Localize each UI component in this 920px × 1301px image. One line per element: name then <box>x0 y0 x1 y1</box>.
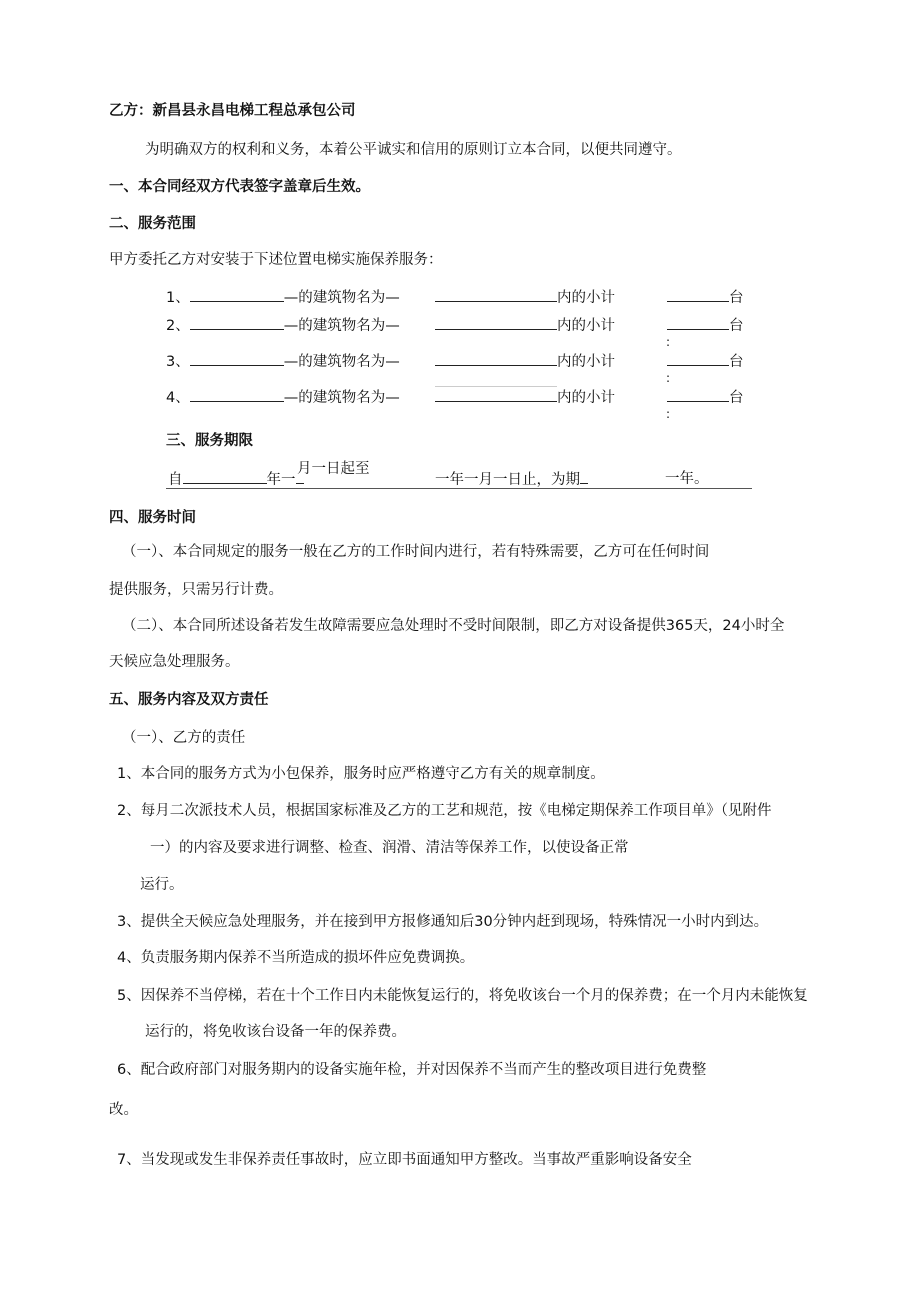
colon-mark: : <box>666 407 671 421</box>
row-label: —的建筑物名为— <box>283 290 400 306</box>
unit-count <box>667 351 744 372</box>
blank-building <box>435 387 557 402</box>
text: 一年一月一日止，为期 <box>435 472 580 488</box>
colon-mark: : <box>666 335 671 349</box>
section-4-1b: 提供服务，只需另行计费。 <box>109 582 283 598</box>
row-number: 4、 <box>166 390 190 406</box>
blank-count <box>667 387 729 402</box>
section-4-heading: 四、服务时间 <box>109 510 196 526</box>
section-2-heading: 二、服务范围 <box>109 216 196 232</box>
building-subtotal <box>435 351 615 372</box>
row-label: —的建筑物名为— <box>283 354 400 370</box>
row-number: 2、 <box>166 318 190 334</box>
blank-years <box>580 469 588 484</box>
building-subtotal <box>435 287 615 308</box>
party-b: 乙方：新昌县永昌电梯工程总承包公司 <box>109 103 356 119</box>
blank-building <box>435 315 557 330</box>
subtotal-label: 内的小计 <box>557 354 615 370</box>
text: 年一 <box>266 472 296 488</box>
preamble: 为明确双方的权利和义务，本着公平诚实和信用的原则订立本合同，以便共同遵守。 <box>145 142 682 158</box>
building-row <box>166 287 400 308</box>
section-4-2a: （二）、本合同所述设备若发生故障需要应急处理时不受时间限制，即乙方对设备提供365天，24小时全 <box>122 618 785 634</box>
building-subtotal <box>435 387 615 408</box>
building-subtotal <box>435 315 615 336</box>
building-row <box>166 315 400 336</box>
item-1: 1、本合同的服务方式为小包保养，服务时应严格遵守乙方有关的规章制度。 <box>117 766 605 782</box>
unit-count <box>667 315 744 336</box>
blank-year <box>183 469 267 484</box>
period-unit: 一年。 <box>665 471 709 487</box>
blank-location <box>190 387 284 402</box>
row-label: —的建筑物名为— <box>283 390 400 406</box>
row-number: 1、 <box>166 290 190 306</box>
section-1: 一、本合同经双方代表签字盖章后生效。 <box>109 179 370 195</box>
colon-mark: : <box>666 371 671 385</box>
section-3-heading: 三、服务期限 <box>166 433 253 449</box>
blank-building <box>435 287 557 302</box>
section-5-heading: 五、服务内容及双方责任 <box>109 692 269 708</box>
period-from <box>168 469 304 490</box>
building-row <box>166 351 400 372</box>
blank-count <box>667 287 729 302</box>
item-3: 3、提供全天候应急处理服务，并在接到甲方报修通知后30分钟内赶到现场，特殊情况一小时内到达。 <box>117 914 769 930</box>
item-2-cont: 一）的内容及要求进行调整、检查、润滑、清洁等保养工作，以使设备正常 <box>150 840 629 856</box>
subtotal-label: 内的小计 <box>557 318 615 334</box>
unit-count <box>667 287 744 308</box>
period-end <box>435 469 588 490</box>
unit-count <box>667 387 744 408</box>
section-2-intro: 甲方委托乙方对安装于下述位置电梯实施保养服务： <box>109 252 443 268</box>
unit-label: 台 <box>729 318 744 334</box>
blank-count <box>667 315 729 330</box>
item-2: 2、每月二次派技术人员，根据国家标准及乙方的工艺和规范，按《电梯定期保养工作项目单》（见附件 <box>117 803 772 819</box>
item-2-cont2: 运行。 <box>140 877 184 893</box>
row-label: —的建筑物名为— <box>283 318 400 334</box>
subtotal-label: 内的小计 <box>557 390 615 406</box>
unit-label: 台 <box>729 354 744 370</box>
section-4-2b: 天候应急处理服务。 <box>109 654 240 670</box>
blank-building <box>435 351 557 366</box>
blank-location <box>190 351 284 366</box>
unit-label: 台 <box>729 290 744 306</box>
period-start: 月一日起至 <box>297 461 370 477</box>
blank-location <box>190 287 284 302</box>
blank-location <box>190 315 284 330</box>
item-6-cont: 改。 <box>109 1102 138 1118</box>
item-6: 6、配合政府部门对服务期内的设备实施年检，并对因保养不当而产生的整改项目进行免费整 <box>117 1062 707 1078</box>
section-4-1a: （一）、本合同规定的服务一般在乙方的工作时间内进行，若有特殊需要，乙方可在任何时间 <box>122 544 710 560</box>
section-5-1: （一）、乙方的责任 <box>122 730 246 746</box>
item-7: 7、当发现或发生非保养责任事故时，应立即书面通知甲方整改。当事故严重影响设备安全 <box>117 1152 692 1168</box>
divider <box>435 386 557 387</box>
unit-label: 台 <box>729 390 744 406</box>
row-number: 3、 <box>166 354 190 370</box>
text: 自 <box>168 472 183 488</box>
building-row <box>166 387 400 408</box>
blank-count <box>667 351 729 366</box>
subtotal-label: 内的小计 <box>557 290 615 306</box>
item-5-cont: 运行的，将免收该台设备一年的保养费。 <box>145 1024 406 1040</box>
item-5: 5、因保养不当停梯，若在十个工作日内未能恢复运行的，将免收该台一个月的保养费；在一个月内未能恢复 <box>117 988 808 1004</box>
underline-rule <box>166 488 752 489</box>
item-4: 4、负责服务期内保养不当所造成的损坏件应免费调换。 <box>117 950 475 966</box>
